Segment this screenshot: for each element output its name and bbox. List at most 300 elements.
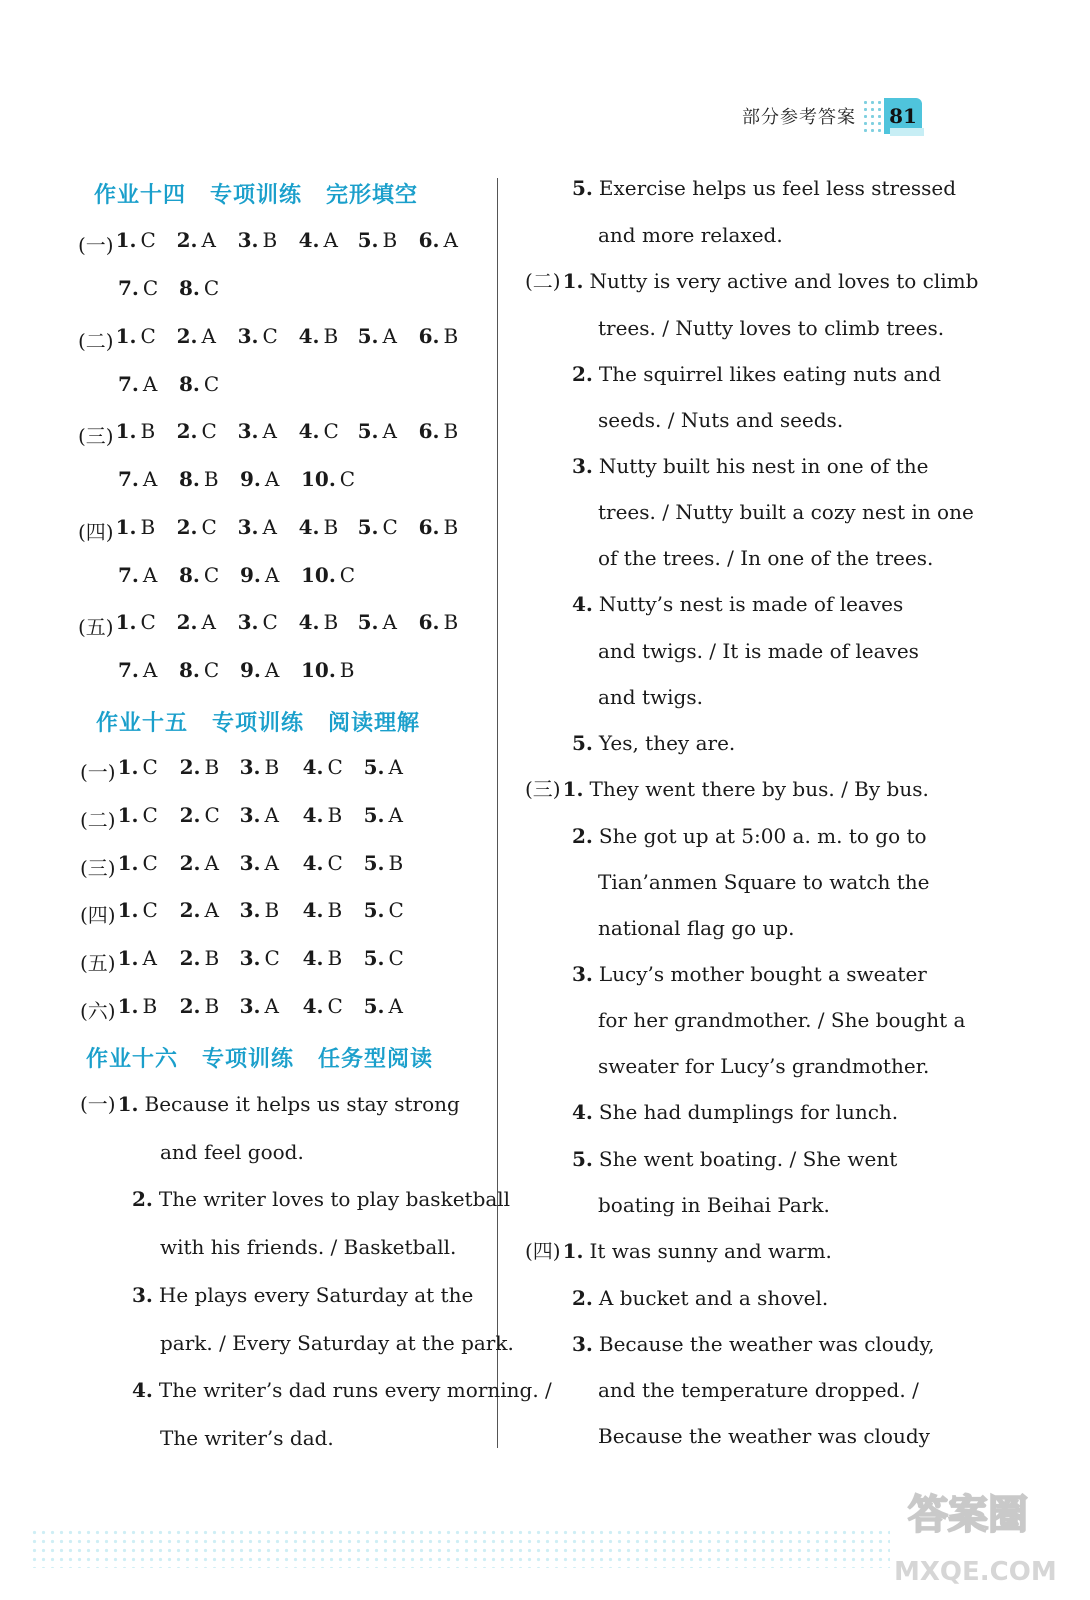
answer-text: boating in Beihai Park. xyxy=(598,1193,830,1217)
answer-line xyxy=(598,548,933,568)
item-number: 10. xyxy=(301,658,336,682)
item-number: 5. xyxy=(363,994,385,1018)
answer-row xyxy=(80,805,448,830)
answer-text: He plays every Saturday at the xyxy=(158,1283,474,1307)
answer-row xyxy=(78,421,476,446)
question-number: 4. xyxy=(132,1378,153,1402)
answer-item: 6. B xyxy=(418,515,459,539)
answer-line xyxy=(160,1333,514,1353)
answer-line xyxy=(525,1241,832,1261)
group-label: (四) xyxy=(80,903,116,927)
item-number: 8. xyxy=(179,372,200,396)
answer-item: 4. B xyxy=(302,898,343,922)
answer-item: 1. C xyxy=(117,803,158,827)
answer-items xyxy=(116,326,476,348)
group-label: (三) xyxy=(80,856,116,880)
answer-item: 5. C xyxy=(357,515,398,539)
answer-item: 2. B xyxy=(179,946,220,970)
answer-item: 3. C xyxy=(237,324,278,348)
question-number: 2. xyxy=(132,1187,153,1211)
item-number: 1. xyxy=(117,994,139,1018)
answer-line xyxy=(598,502,974,522)
item-number: 8. xyxy=(179,467,200,491)
group-label: (二) xyxy=(78,329,114,353)
answer-item: 7. A xyxy=(118,563,158,587)
item-number: 1. xyxy=(117,803,139,827)
item-number: 1. xyxy=(117,755,139,779)
header-dots xyxy=(862,99,884,133)
group-label: (二) xyxy=(80,808,116,832)
group-label: (三) xyxy=(525,777,561,801)
question-number: 4. xyxy=(572,592,593,616)
group-label: (一) xyxy=(80,1092,116,1116)
answer-text: The writer’s dad. xyxy=(160,1426,334,1450)
answer-item: 10. C xyxy=(301,467,356,491)
answer-line xyxy=(572,178,956,198)
answer-line xyxy=(572,1334,935,1354)
answer-row xyxy=(78,326,476,351)
watermark-logo-text: 答案圈 xyxy=(908,1492,1028,1538)
answer-text: The squirrel likes eating nuts and xyxy=(598,362,941,386)
answer-row xyxy=(80,996,448,1021)
item-number: 2. xyxy=(179,851,201,875)
answer-line xyxy=(572,1288,828,1308)
answer-item: 5. A xyxy=(363,755,403,779)
answer-items xyxy=(118,278,478,300)
answer-item: 6. A xyxy=(418,228,458,252)
answer-item: 5. A xyxy=(357,419,397,443)
answer-line xyxy=(572,594,903,614)
answer-item: 5. B xyxy=(357,228,398,252)
answer-item: 7. A xyxy=(118,658,158,682)
answer-item: 8. C xyxy=(179,276,220,300)
item-number: 2. xyxy=(179,946,201,970)
answer-row xyxy=(80,853,448,878)
answer-items xyxy=(118,805,448,827)
answer-item: 2. C xyxy=(176,419,217,443)
answer-item: 1. C xyxy=(115,228,156,252)
group-label: (二) xyxy=(525,269,561,293)
item-number: 5. xyxy=(357,515,379,539)
answer-item: 4. C xyxy=(298,419,339,443)
answer-item: 1. A xyxy=(117,946,157,970)
answer-text: Nutty built his nest in one of the xyxy=(598,454,929,478)
answer-item: 4. B xyxy=(298,324,339,348)
answer-item: 2. A xyxy=(179,898,219,922)
answer-line xyxy=(572,964,927,984)
answer-text: park. / Every Saturday at the park. xyxy=(160,1331,514,1355)
item-number: 4. xyxy=(298,515,320,539)
answer-item: 3. A xyxy=(239,994,279,1018)
answer-text: Tian’anmen Square to watch the xyxy=(598,870,930,894)
answer-item: 2. A xyxy=(176,324,216,348)
answer-item: 1. B xyxy=(117,994,158,1018)
answer-item: 7. C xyxy=(118,276,159,300)
answer-text: trees. / Nutty loves to climb trees. xyxy=(598,316,945,340)
answer-line xyxy=(525,779,929,799)
item-number: 10. xyxy=(301,467,336,491)
answer-item: 5. A xyxy=(357,324,397,348)
answer-item: 8. C xyxy=(179,563,220,587)
item-number: 7. xyxy=(118,276,139,300)
header-shade xyxy=(890,128,924,136)
item-number: 5. xyxy=(363,946,385,970)
answer-items xyxy=(118,565,478,587)
question-number: 3. xyxy=(572,1332,593,1356)
group-label: (五) xyxy=(80,951,116,975)
answer-item: 5. C xyxy=(363,946,404,970)
answer-item: 1. C xyxy=(115,324,156,348)
page-number: 81 xyxy=(884,98,922,134)
answer-row xyxy=(80,948,448,973)
item-number: 7. xyxy=(118,467,139,491)
answer-item: 2. A xyxy=(176,610,216,634)
answer-row xyxy=(78,230,476,255)
item-number: 1. xyxy=(115,324,137,348)
column-divider xyxy=(497,178,498,1448)
watermark-logo xyxy=(890,1480,1070,1590)
answer-items xyxy=(116,517,476,539)
answer-item: 7. A xyxy=(118,467,158,491)
group-label: (五) xyxy=(78,615,114,639)
item-number: 8. xyxy=(179,658,200,682)
answer-item: 2. B xyxy=(179,994,220,1018)
answer-row xyxy=(118,660,478,685)
item-number: 1. xyxy=(115,515,137,539)
item-number: 2. xyxy=(176,515,198,539)
item-number: 3. xyxy=(239,994,261,1018)
answer-item: 1. C xyxy=(117,755,158,779)
answer-text: trees. / Nutty built a cozy nest in one xyxy=(598,500,974,524)
answer-row xyxy=(118,565,478,590)
answer-text: and the temperature dropped. / xyxy=(598,1378,919,1402)
answer-row xyxy=(80,757,448,782)
answer-line xyxy=(80,1094,460,1114)
question-number: 1. xyxy=(117,1092,139,1116)
answer-line xyxy=(598,1195,830,1215)
answer-row xyxy=(118,374,478,399)
answer-text: national flag go up. xyxy=(598,916,795,940)
answer-line xyxy=(572,1102,898,1122)
watermark-text: MXQE.COM xyxy=(894,1557,1057,1587)
answer-item: 5. A xyxy=(363,994,403,1018)
answer-items xyxy=(118,853,448,875)
answer-item: 6. B xyxy=(418,324,459,348)
answer-line xyxy=(598,687,703,707)
answer-row xyxy=(80,900,448,925)
answer-line xyxy=(598,225,783,245)
header-title: 部分参考答案 xyxy=(742,107,856,128)
question-number: 2. xyxy=(572,1286,593,1310)
answer-item: 9. A xyxy=(240,467,280,491)
answer-item: 1. C xyxy=(115,610,156,634)
question-number: 3. xyxy=(572,962,593,986)
item-number: 4. xyxy=(298,228,320,252)
answer-text: and more relaxed. xyxy=(598,223,783,247)
answer-text: Yes, they are. xyxy=(598,731,736,755)
item-number: 6. xyxy=(418,324,440,348)
answer-items xyxy=(118,948,448,970)
item-number: 4. xyxy=(302,898,324,922)
answer-text: They went there by bus. / By bus. xyxy=(589,777,929,801)
item-number: 3. xyxy=(237,419,259,443)
answer-item: 9. A xyxy=(240,658,280,682)
question-number: 2. xyxy=(572,824,593,848)
answer-text: of the trees. / In one of the trees. xyxy=(598,546,934,570)
answer-text: It was sunny and warm. xyxy=(589,1239,832,1263)
item-number: 8. xyxy=(179,563,200,587)
answer-line xyxy=(572,364,941,384)
item-number: 4. xyxy=(302,994,324,1018)
answer-text: Because the weather was cloudy xyxy=(598,1424,930,1448)
answer-line xyxy=(132,1189,510,1209)
question-number: 5. xyxy=(572,1147,593,1171)
item-number: 5. xyxy=(357,419,379,443)
answer-item: 3. A xyxy=(239,851,279,875)
answer-item: 3. C xyxy=(237,610,278,634)
answer-item: 4. B xyxy=(302,803,343,827)
answer-items xyxy=(118,660,478,682)
answer-item: 2. A xyxy=(176,228,216,252)
answer-text: and twigs. xyxy=(598,685,703,709)
answer-items xyxy=(116,612,476,634)
answer-item: 9. A xyxy=(240,563,280,587)
item-number: 3. xyxy=(239,851,261,875)
answer-item: 4. B xyxy=(298,610,339,634)
answer-line xyxy=(132,1285,473,1305)
answer-item: 4. C xyxy=(302,755,343,779)
answer-item: 7. A xyxy=(118,372,158,396)
item-number: 3. xyxy=(237,610,259,634)
item-number: 3. xyxy=(237,228,259,252)
question-number: 3. xyxy=(572,454,593,478)
answer-item: 3. A xyxy=(237,419,277,443)
answer-item: 6. B xyxy=(418,419,459,443)
answer-item: 4. B xyxy=(298,515,339,539)
item-number: 2. xyxy=(176,228,198,252)
item-number: 2. xyxy=(179,898,201,922)
item-number: 7. xyxy=(118,563,139,587)
item-number: 8. xyxy=(179,276,200,300)
answer-text: Nutty’s nest is made of leaves xyxy=(598,592,904,616)
answer-line xyxy=(598,318,944,338)
answer-item: 4. A xyxy=(298,228,338,252)
question-number: 4. xyxy=(572,1100,593,1124)
item-number: 2. xyxy=(179,994,201,1018)
answer-text: She had dumplings for lunch. xyxy=(598,1100,899,1124)
answer-items xyxy=(116,230,476,252)
answer-item: 8. C xyxy=(179,372,220,396)
question-number: 1. xyxy=(562,777,584,801)
answer-item: 3. A xyxy=(237,515,277,539)
answer-item: 1. C xyxy=(117,898,158,922)
item-number: 5. xyxy=(357,610,379,634)
answer-row xyxy=(118,469,478,494)
question-number: 5. xyxy=(572,731,593,755)
item-number: 2. xyxy=(179,755,201,779)
answer-item: 4. C xyxy=(302,851,343,875)
answer-item: 3. B xyxy=(239,755,280,779)
answer-line xyxy=(160,1142,304,1162)
answer-items xyxy=(118,469,478,491)
item-number: 3. xyxy=(237,324,259,348)
item-number: 4. xyxy=(298,610,320,634)
question-number: 3. xyxy=(132,1283,153,1307)
answer-row xyxy=(78,612,476,637)
item-number: 1. xyxy=(117,946,139,970)
item-number: 3. xyxy=(239,803,261,827)
answer-item: 4. C xyxy=(302,994,343,1018)
answer-line xyxy=(572,826,927,846)
item-number: 10. xyxy=(301,563,336,587)
item-number: 1. xyxy=(117,898,139,922)
answer-items xyxy=(116,421,476,443)
item-number: 1. xyxy=(117,851,139,875)
answer-line xyxy=(160,1237,456,1257)
answer-item: 1. B xyxy=(115,515,156,539)
answer-items xyxy=(118,374,478,396)
item-number: 7. xyxy=(118,372,139,396)
answer-item: 1. C xyxy=(117,851,158,875)
answer-item: 2. B xyxy=(179,755,220,779)
answer-item: 3. B xyxy=(237,228,278,252)
answer-text: Because the weather was cloudy, xyxy=(598,1332,935,1356)
group-label: (三) xyxy=(78,424,114,448)
answer-item: 2. C xyxy=(179,803,220,827)
section-title-16: 作业十六 专项训练 任务型阅读 xyxy=(86,1047,434,1072)
group-label: (四) xyxy=(525,1239,561,1263)
answer-text: Exercise helps us feel less stressed xyxy=(598,176,957,200)
answer-line xyxy=(132,1380,552,1400)
answer-item: 8. B xyxy=(179,467,219,491)
answer-item: 5. B xyxy=(363,851,404,875)
answer-item: 3. C xyxy=(239,946,280,970)
answer-text: sweater for Lucy’s grandmother. xyxy=(598,1054,930,1078)
question-number: 5. xyxy=(572,176,593,200)
item-number: 6. xyxy=(418,610,440,634)
group-label: (一) xyxy=(80,760,116,784)
item-number: 2. xyxy=(176,419,198,443)
item-number: 3. xyxy=(239,898,261,922)
item-number: 4. xyxy=(302,851,324,875)
item-number: 4. xyxy=(298,324,320,348)
answer-text: A bucket and a shovel. xyxy=(598,1286,829,1310)
item-number: 1. xyxy=(115,610,137,634)
answer-text: for her grandmother. / She bought a xyxy=(598,1008,966,1032)
answer-item: 5. A xyxy=(363,803,403,827)
section-title-14: 作业十四 专项训练 完形填空 xyxy=(94,183,419,208)
answer-line xyxy=(598,1426,930,1446)
answer-text: The writer loves to play basketball xyxy=(158,1187,511,1211)
answer-item: 10. C xyxy=(301,563,356,587)
answer-text: Lucy’s mother bought a sweater xyxy=(598,962,927,986)
answer-text: with his friends. / Basketball. xyxy=(160,1235,457,1259)
answer-text: and twigs. / It is made of leaves xyxy=(598,639,919,663)
answer-items xyxy=(118,757,448,779)
answer-text: Nutty is very active and loves to climb xyxy=(589,269,979,293)
answer-line xyxy=(160,1428,334,1448)
answer-text: seeds. / Nuts and seeds. xyxy=(598,408,844,432)
answer-text: Because it helps us stay strong xyxy=(144,1092,460,1116)
group-label: (六) xyxy=(80,999,116,1023)
answer-item: 4. B xyxy=(302,946,343,970)
answer-text: The writer’s dad runs every morning. / xyxy=(158,1378,552,1402)
answer-line xyxy=(598,410,843,430)
answer-item: 3. A xyxy=(239,803,279,827)
answer-line xyxy=(598,641,919,661)
answer-item: 3. B xyxy=(239,898,280,922)
answer-item: 2. C xyxy=(176,515,217,539)
item-number: 5. xyxy=(357,228,379,252)
answer-line xyxy=(598,918,795,938)
item-number: 9. xyxy=(240,563,261,587)
group-label: (四) xyxy=(78,520,114,544)
item-number: 5. xyxy=(363,851,385,875)
answer-row xyxy=(118,278,478,303)
item-number: 4. xyxy=(298,419,320,443)
question-number: 2. xyxy=(572,362,593,386)
group-label: (一) xyxy=(78,233,114,257)
answer-item: 5. A xyxy=(357,610,397,634)
answer-item: 2. A xyxy=(179,851,219,875)
item-number: 1. xyxy=(115,228,137,252)
item-number: 4. xyxy=(302,803,324,827)
item-number: 4. xyxy=(302,755,324,779)
answer-line xyxy=(525,271,978,291)
item-number: 6. xyxy=(418,515,440,539)
item-number: 3. xyxy=(239,755,261,779)
item-number: 3. xyxy=(237,515,259,539)
answer-item: 1. B xyxy=(115,419,156,443)
answer-text: She got up at 5:00 a. m. to go to xyxy=(598,824,927,848)
item-number: 5. xyxy=(357,324,379,348)
item-number: 2. xyxy=(176,610,198,634)
item-number: 6. xyxy=(418,419,440,443)
item-number: 2. xyxy=(179,803,201,827)
answer-line xyxy=(572,1149,897,1169)
section-title-15: 作业十五 专项训练 阅读理解 xyxy=(96,711,421,736)
item-number: 2. xyxy=(176,324,198,348)
answer-line xyxy=(572,733,735,753)
answer-line xyxy=(598,1010,965,1030)
answer-item: 8. C xyxy=(179,658,220,682)
question-number: 1. xyxy=(562,1239,584,1263)
item-number: 6. xyxy=(418,228,440,252)
answer-item: 10. B xyxy=(301,658,355,682)
answer-text: and feel good. xyxy=(160,1140,304,1164)
answer-row xyxy=(78,517,476,542)
answer-line xyxy=(598,1056,929,1076)
item-number: 5. xyxy=(363,803,385,827)
item-number: 4. xyxy=(302,946,324,970)
item-number: 5. xyxy=(363,755,385,779)
item-number: 1. xyxy=(115,419,137,443)
item-number: 5. xyxy=(363,898,385,922)
answer-items xyxy=(118,996,448,1018)
answer-text: She went boating. / She went xyxy=(598,1147,898,1171)
question-number: 1. xyxy=(562,269,584,293)
decorative-dot-band xyxy=(30,1528,890,1568)
answer-line xyxy=(572,456,928,476)
item-number: 9. xyxy=(240,658,261,682)
answer-line xyxy=(598,1380,919,1400)
answer-item: 5. C xyxy=(363,898,404,922)
answer-item: 6. B xyxy=(418,610,459,634)
item-number: 3. xyxy=(239,946,261,970)
answer-line xyxy=(598,872,930,892)
answer-items xyxy=(118,900,448,922)
item-number: 7. xyxy=(118,658,139,682)
